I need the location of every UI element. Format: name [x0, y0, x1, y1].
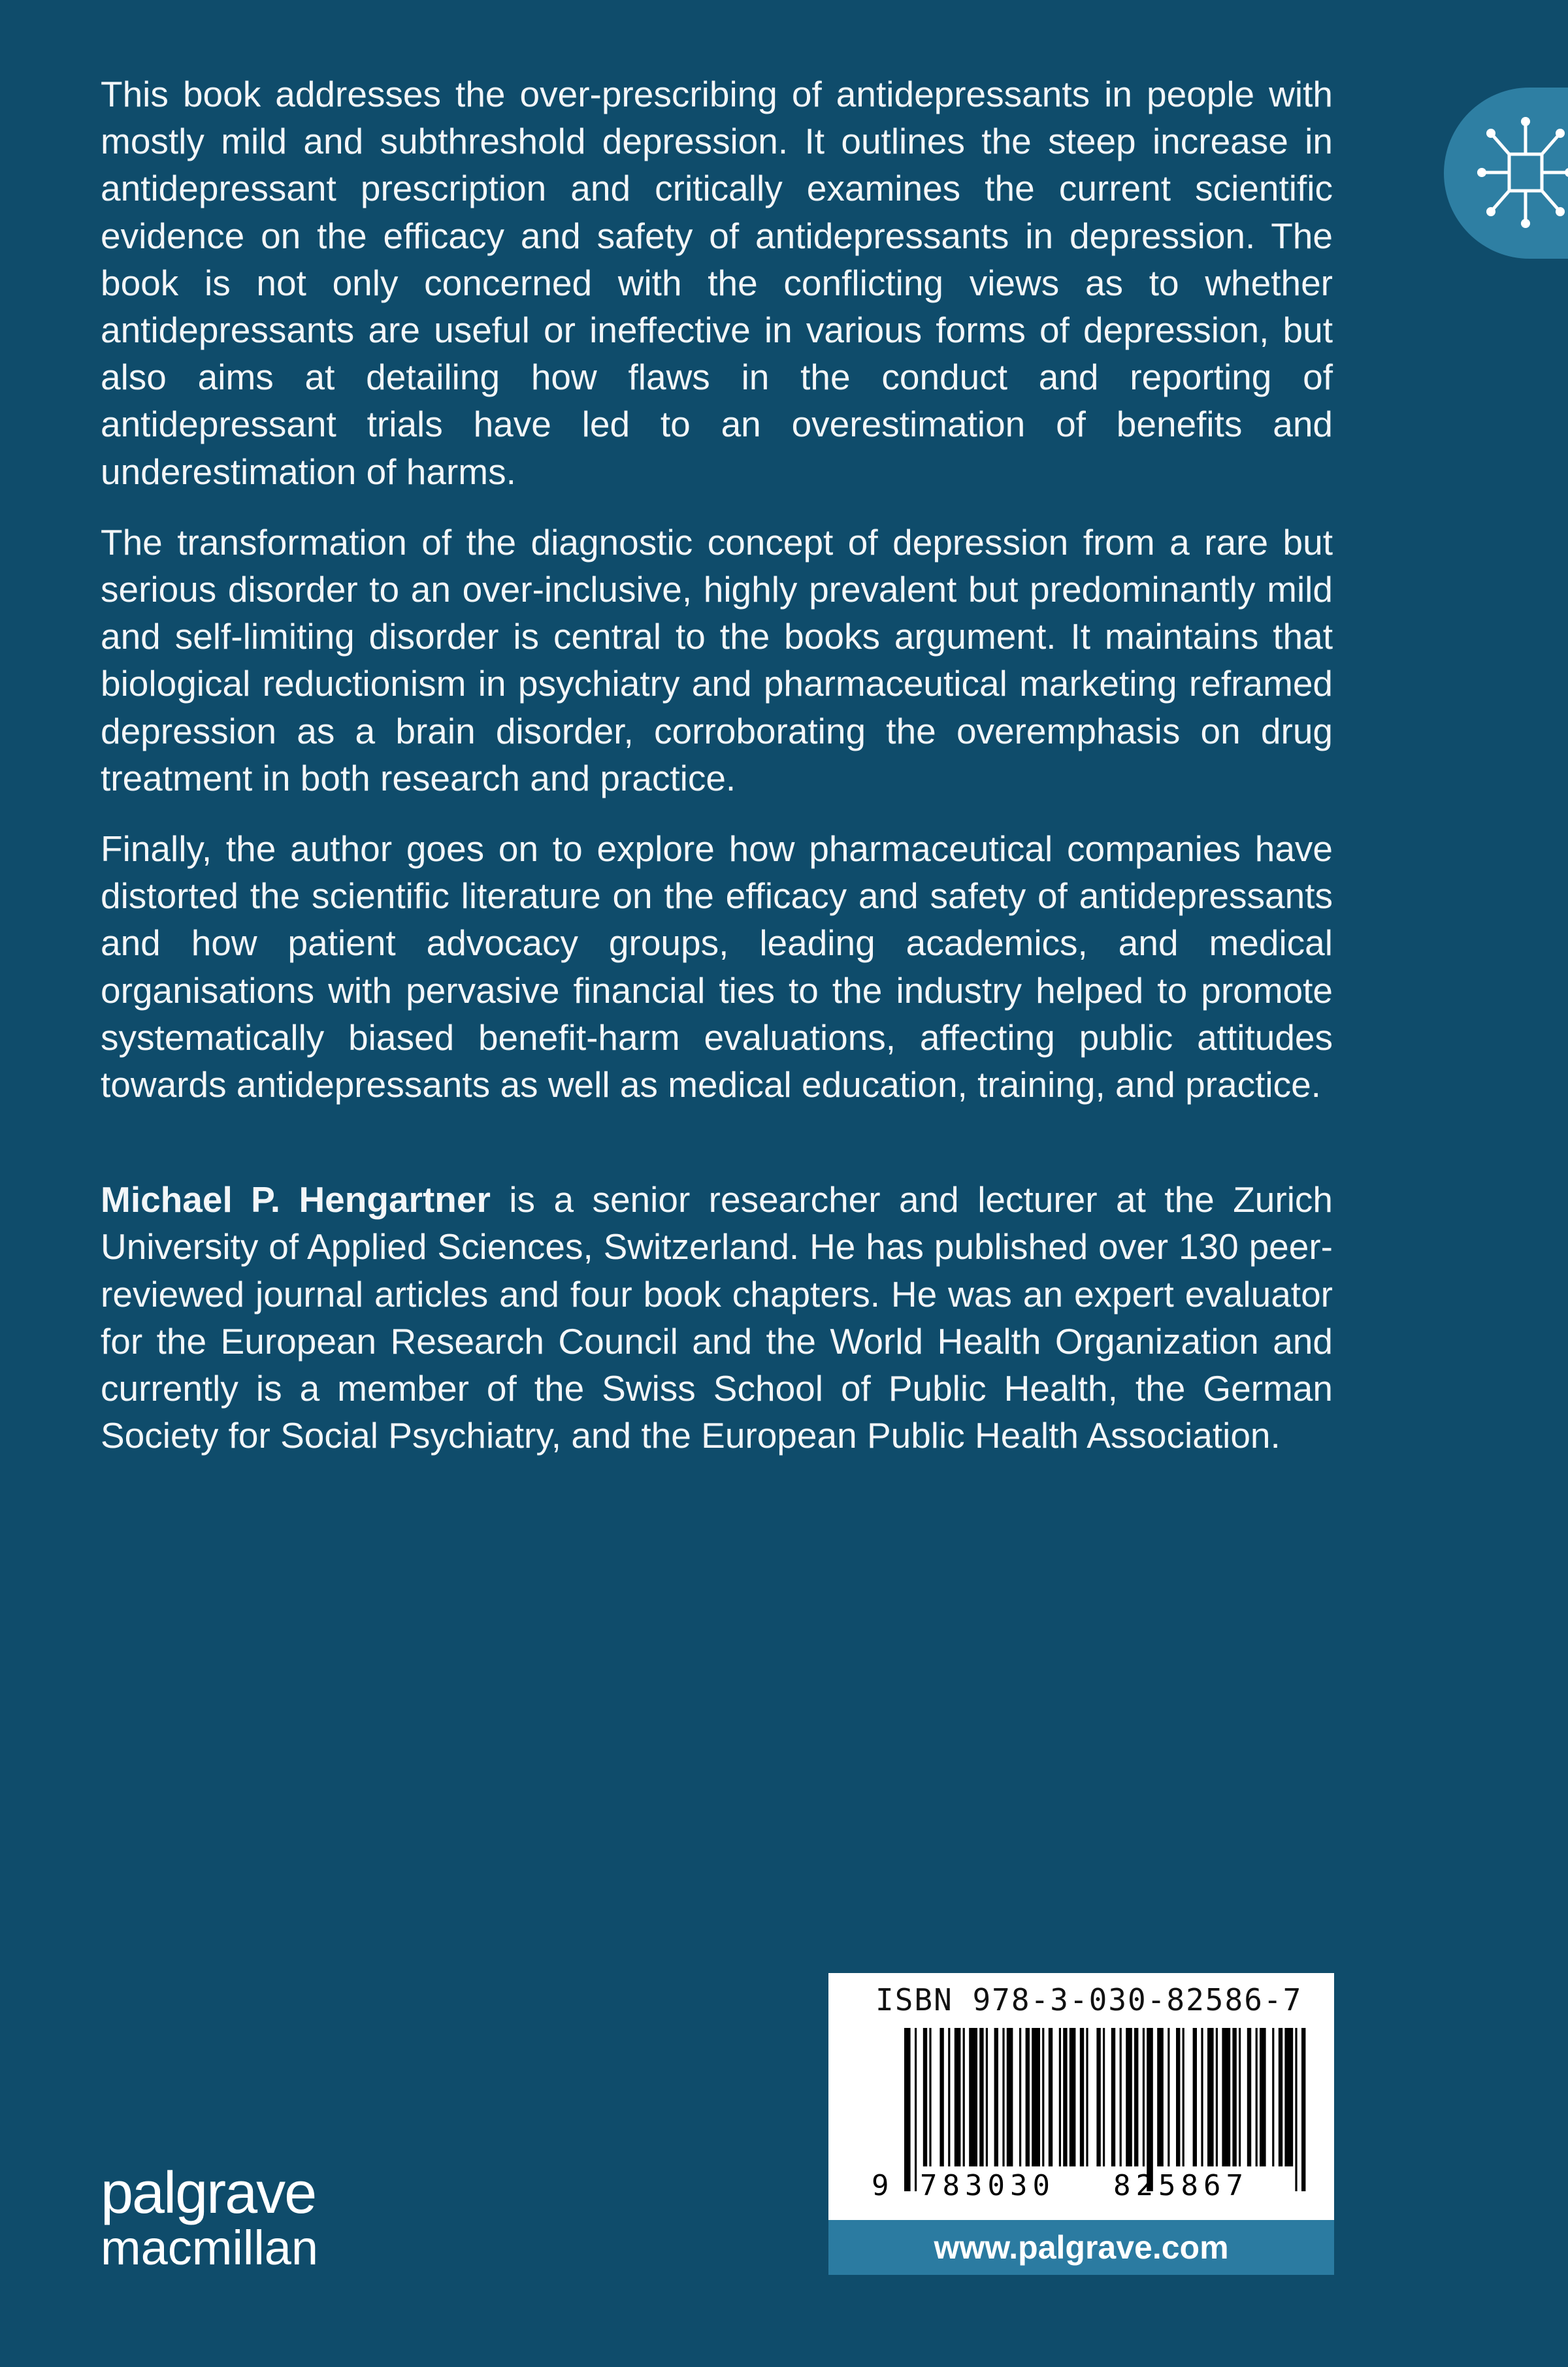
barcode-bar — [1216, 2028, 1218, 2166]
barcode-bar — [1111, 2028, 1115, 2166]
barcode-bar — [1096, 2028, 1100, 2166]
barcode-bar — [1032, 2028, 1040, 2166]
author-bio-text: is a senior researcher and lecturer at the Zurich University of Applied Sciences, Switzerland. He has published over 130 peer-reviewed journal articles and four book chapters. He was an expert evaluator for the European Research Council and the World Health Organization and currently is a member of the Swiss School of Public Health, the German Society for Social Psychiatry, and the European Public Health Association. — [101, 1179, 1333, 1456]
barcode-bar — [1080, 2028, 1084, 2166]
barcode-bar — [1063, 2028, 1067, 2166]
publisher-wordmark — [101, 2161, 401, 2276]
barcode-bar — [1295, 2028, 1297, 2191]
publisher-logo-tab — [1444, 88, 1568, 259]
palgrave-network-icon — [1477, 114, 1568, 231]
barcode-bar — [1059, 2028, 1061, 2166]
barcode-bar — [904, 2028, 911, 2191]
barcode-bar — [1222, 2028, 1230, 2166]
description-paragraph-3: Finally, the author goes on to explore how pharmaceutical companies have distorted the scientific literature on the efficacy and safety of antidepressants and how patient advocacy groups, leading academics, and medical organisations with pervasive financial ties to the industry helped to promote systematically biased benefit-harm evaluations, affecting public attitudes towards antidepressants as well as medical education, training, and practice. — [101, 828, 1333, 1105]
barcode-bar — [1193, 2028, 1197, 2166]
barcode-bar — [994, 2028, 998, 2166]
isbn-barcode — [828, 1973, 1334, 2220]
barcode-bar — [1201, 2028, 1203, 2166]
barcode-bar — [1301, 2028, 1305, 2191]
description-paragraph-2: The transformation of the diagnostic concept of depression from a rare but serious disorder to an over-inclusive, highly prevalent but predominantly mild and self-limiting disorder is central to the books argument. It maintains that biological reductionism in psychiatry and pharmaceutical marketing reframed depression as a brain disorder, corroborating the overemphasis on drug treatment in both research and practice. — [101, 521, 1333, 798]
barcode-bar — [923, 2028, 927, 2166]
barcode-bar — [1086, 2028, 1088, 2166]
barcode-bar — [1002, 2028, 1004, 2166]
barcode-bar — [979, 2028, 983, 2166]
barcode-bar — [1256, 2028, 1258, 2166]
barcode-bar — [939, 2028, 943, 2166]
barcode-bar — [1260, 2028, 1266, 2166]
barcode-digit-first: 9 — [872, 2169, 894, 2202]
barcode-bar — [1070, 2028, 1076, 2166]
isbn-label: ISBN 978-3-030-82586-7 — [875, 1982, 1303, 2017]
barcode-bar — [1207, 2028, 1214, 2166]
publisher-url[interactable]: www.palgrave.com — [828, 2220, 1334, 2275]
barcode-bar — [929, 2028, 931, 2166]
barcode-bar — [1272, 2028, 1274, 2166]
barcode-bar — [969, 2028, 977, 2166]
barcode-bar — [1157, 2028, 1164, 2166]
barcode-bar — [1134, 2028, 1138, 2166]
publisher-line-1: palgrave — [101, 2161, 316, 2226]
author-name: Michael P. Hengartner — [101, 1179, 491, 1220]
barcode-bar — [1183, 2028, 1184, 2166]
barcode-bar — [1026, 2028, 1030, 2166]
barcode-bar — [948, 2028, 950, 2166]
author-bio — [101, 1176, 1333, 1459]
barcode-bar — [1147, 2028, 1153, 2191]
barcode-bar — [1232, 2028, 1236, 2166]
barcode-digits-left: 783030 — [920, 2169, 1055, 2202]
barcode-bar — [1019, 2028, 1021, 2166]
barcode-bar — [986, 2028, 988, 2166]
barcode-bar — [1042, 2028, 1044, 2166]
barcode-bar — [1168, 2028, 1169, 2166]
barcode-bar — [1279, 2028, 1282, 2166]
barcode-bar — [1239, 2028, 1241, 2166]
description-text — [101, 71, 1333, 1482]
barcode-bar — [1007, 2028, 1013, 2166]
barcode-bar — [1120, 2028, 1122, 2166]
barcode-bar — [1176, 2028, 1180, 2166]
barcode-bars — [904, 2028, 1309, 2191]
barcode-bar — [963, 2028, 965, 2166]
barcode-bar — [1247, 2028, 1251, 2166]
barcode-bar — [1103, 2028, 1105, 2166]
barcode-bar — [1049, 2028, 1053, 2166]
barcode-bar — [1284, 2028, 1293, 2166]
barcode-bar — [955, 2028, 961, 2166]
barcode-digits-right: 825867 — [1113, 2169, 1249, 2202]
barcode-bar — [1143, 2028, 1145, 2166]
barcode-bar — [915, 2028, 917, 2191]
description-paragraph-1: This book addresses the over-prescribing of antidepressants in people with mostly mild and subthreshold depression. It outlines the steep increase in antidepressant prescription and critically examines the current scientific evidence on the efficacy and safety of antidepressants in depression. The book is not only concerned with the conflicting views as to whether antidepressants are useful or ineffective in various forms of depression, but also aims at detailing how flaws in the conduct and reporting of antidepressant trials have led to an overestimation of benefits and underestimation of harms. — [101, 74, 1333, 492]
barcode-bar — [1126, 2028, 1132, 2166]
publisher-line-2: macmillan — [101, 2221, 319, 2275]
